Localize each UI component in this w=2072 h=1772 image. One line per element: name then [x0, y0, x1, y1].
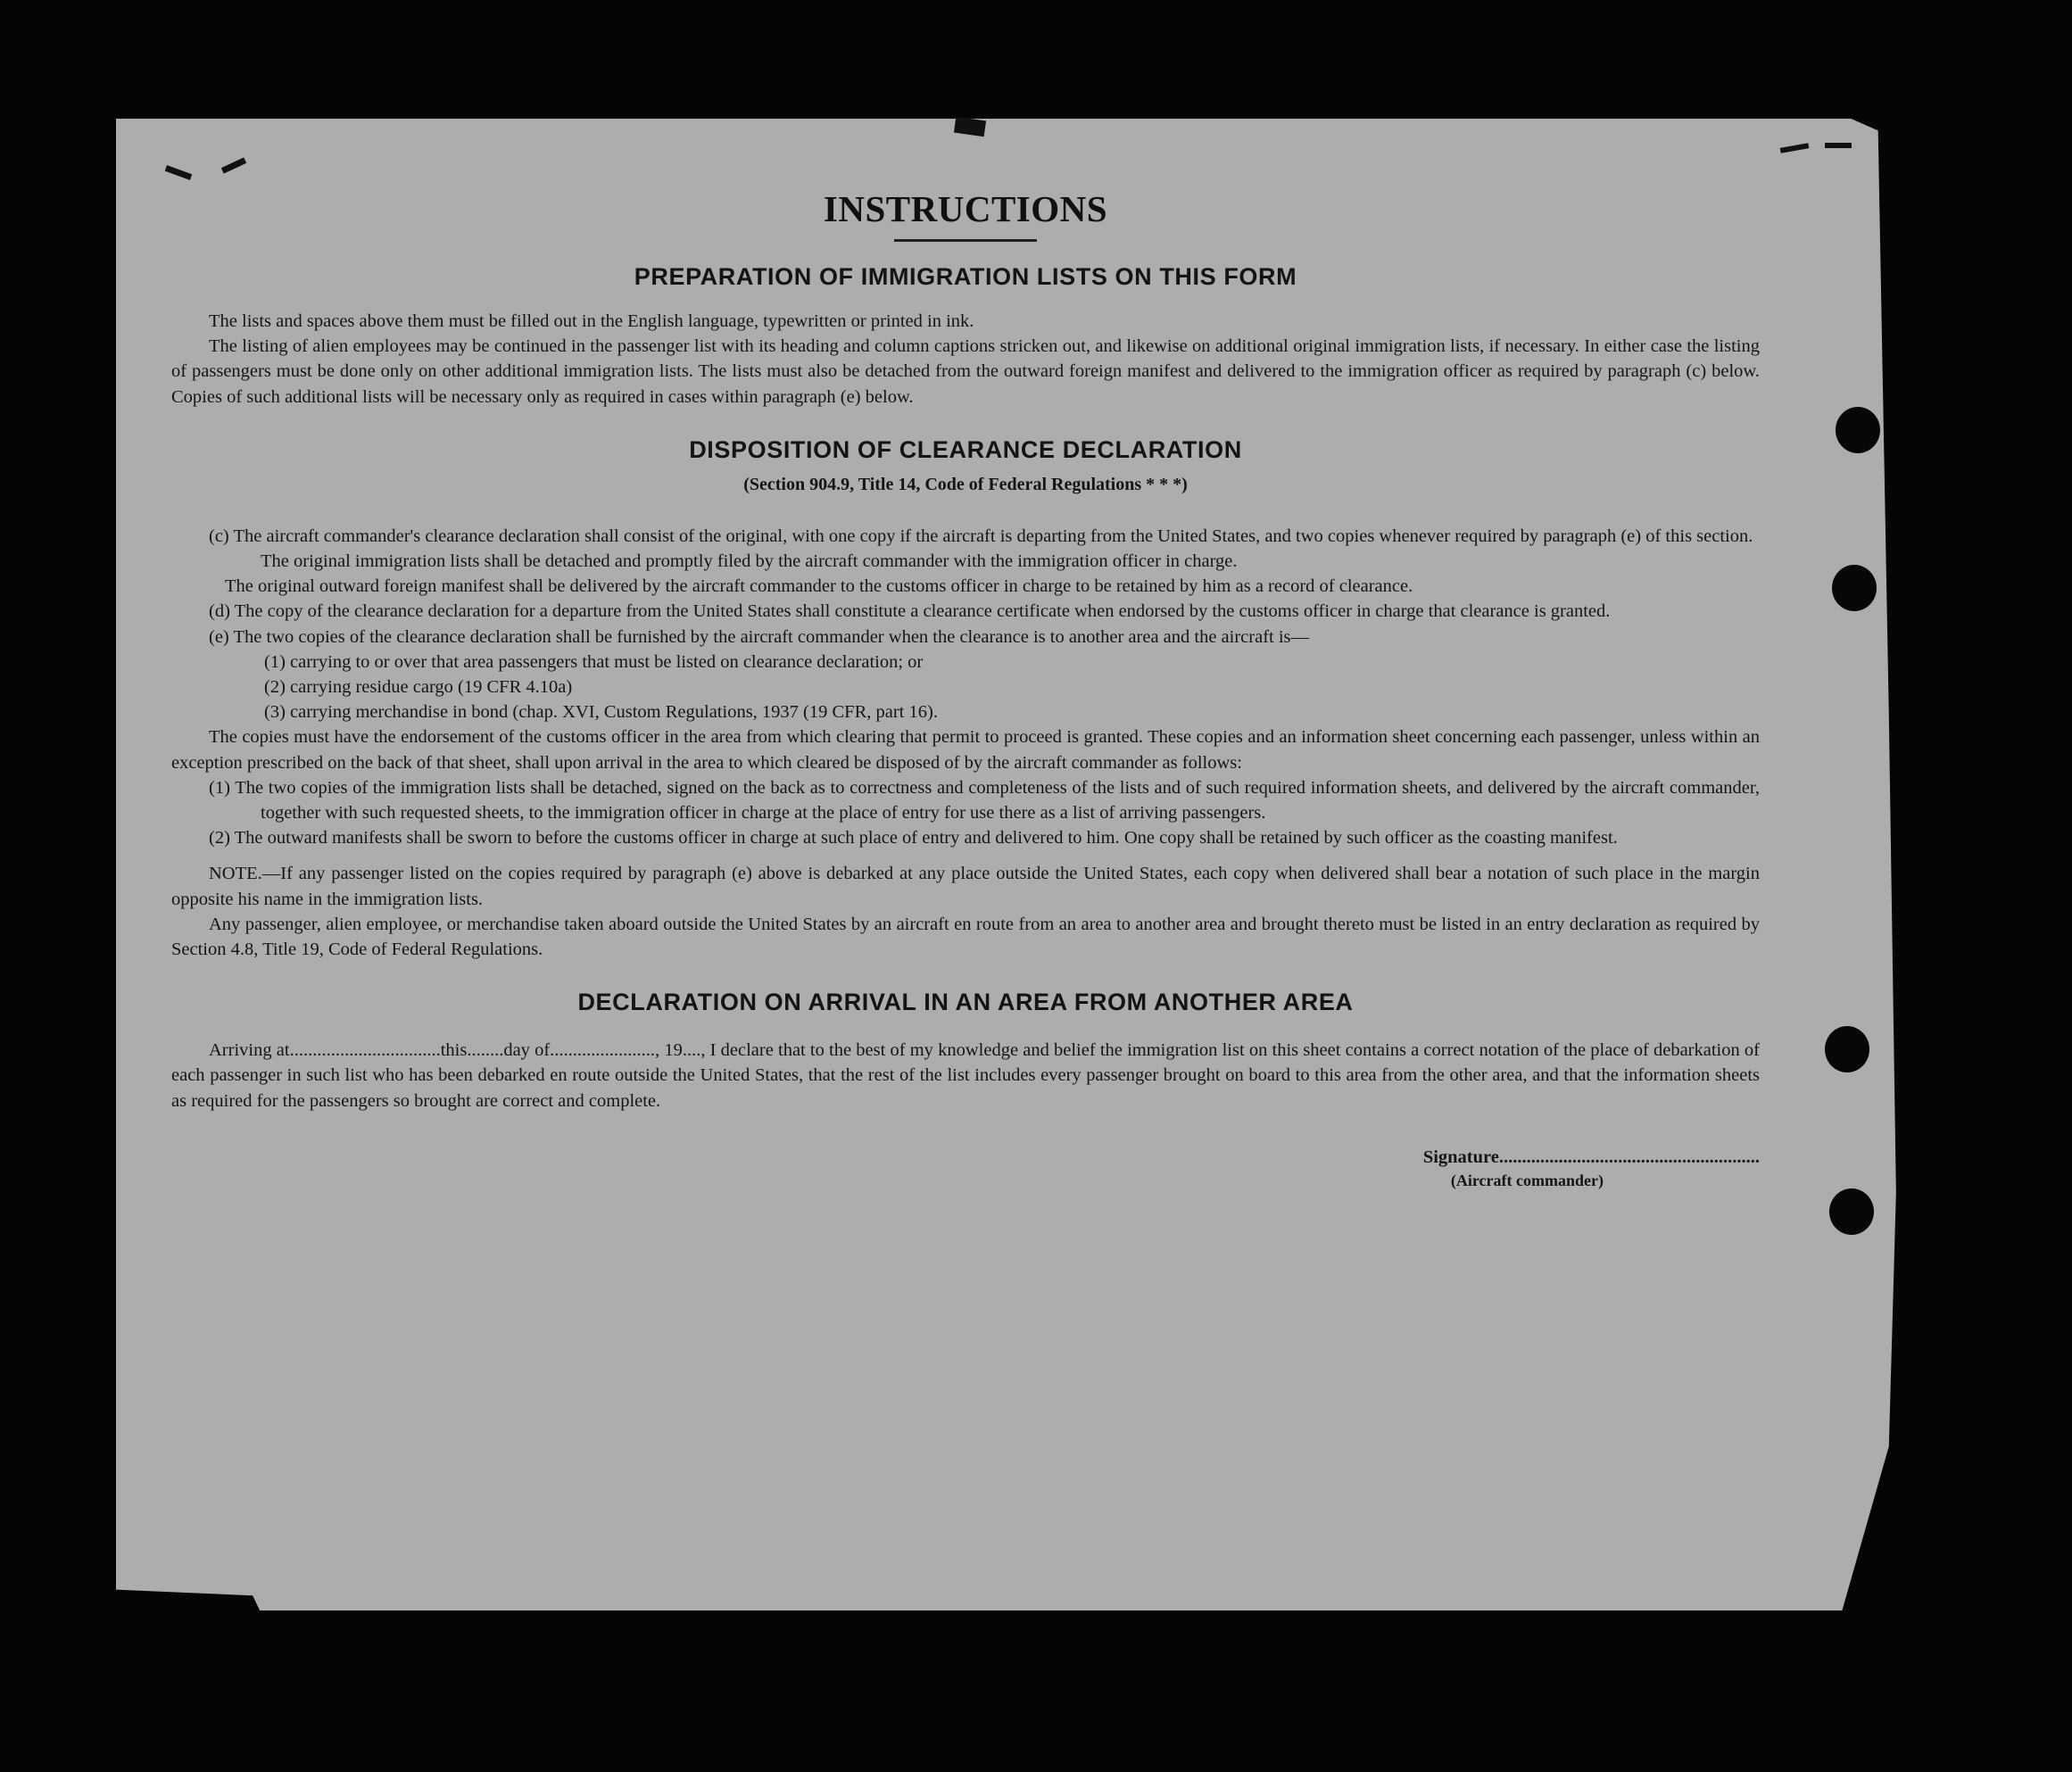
- document-content: [171, 187, 1760, 1190]
- section-heading-disposition: DISPOSITION OF CLEARANCE DECLARATION: [689, 435, 1242, 463]
- paragraph-copies: The copies must have the endorsement of the customs officer in the area from which clearing that permit to proceed is granted. These copies and an information sheet concerning each passenger, unless within an exception prescribed on the back of that sheet, shall upon arrival in the area to which cleared be disposed of by the aircraft commander as follows:: [171, 727, 1760, 773]
- punch-hole: [1832, 565, 1877, 611]
- paragraph-d: (d) The copy of the clearance declaration for a departure from the United States shall constitute a clearance certificate when endorsed by the customs officer in charge that clearance is granted.: [209, 601, 1611, 622]
- paragraph: The lists and spaces above them must be filled out in the English language, typewritten or printed in ink.: [209, 311, 974, 331]
- page-title: INSTRUCTIONS: [823, 188, 1108, 229]
- signature-caption: (Aircraft commander): [1450, 1171, 1604, 1189]
- list-item-e1: (1) carrying to or over that area passengers that must be listed on clearance declaration; or: [264, 651, 924, 672]
- paragraph: The listing of alien employees may be continued in the passenger list with its heading and column captions stricken out, and likewise on additional original immigration lists, if necessary. In either case the listing of passengers must be done only on other additional immigration lists. The lists must also be detached from the outward foreign manifest and delivered to the immigration officer as required by paragraph (c) below. Copies of such additional lists will be necessary only as required in cases within paragraph (e) below.: [171, 336, 1760, 407]
- paragraph-c1: The original immigration lists shall be detached and promptly filed by the aircraft commander with the immigration officer in charge.: [261, 551, 1238, 572]
- signature-line: Signature.........................................................: [1422, 1147, 1760, 1167]
- punch-hole: [1836, 407, 1880, 453]
- punch-hole: [1825, 1026, 1869, 1072]
- title-rule: [894, 239, 1037, 242]
- section-heading-preparation: PREPARATION OF IMMIGRATION LISTS ON THIS FORM: [634, 263, 1297, 290]
- paragraph-any: Any passenger, alien employee, or merchandise taken aboard outside the United States by an aircraft en route from an area to another area and brought thereto must be listed in an entry declaration as required by Section 4.8, Title 19, Code of Federal Regulations.: [171, 914, 1760, 960]
- section-subheading: (Section 904.9, Title 14, Code of Federal Regulations * * *): [743, 474, 1188, 494]
- list-item-f2: (2) The outward manifests shall be sworn to before the customs officer in charge at such place of entry and delivered to him. One copy shall be retained by such officer as the coasting manifest.: [209, 828, 1618, 849]
- list-item-e2: (2) carrying residue cargo (19 CFR 4.10a): [264, 677, 573, 698]
- paragraph-c2: The original outward foreign manifest shall be delivered by the aircraft commander to the customs officer in charge to be retained by him as a record of clearance.: [225, 576, 1413, 597]
- paragraph-c: (c) The aircraft commander's clearance declaration shall consist of the original, with one copy if the aircraft is departing from the United States, and two copies whenever required by paragraph (e) of this section.: [209, 526, 1753, 546]
- list-item-e3: (3) carrying merchandise in bond (chap. XVI, Custom Regulations, 1937 (19 CFR, part 16).: [264, 702, 938, 723]
- note-paragraph: NOTE.—If any passenger listed on the copies required by paragraph (e) above is debarked at any place outside the United States, each copy when delivered shall bear a notation of such place in the margin opposite his name in the immigration lists.: [171, 864, 1760, 909]
- section-heading-declaration: DECLARATION ON ARRIVAL IN AN AREA FROM ANOTHER AREA: [577, 989, 1354, 1016]
- list-item-f1: (1) The two copies of the immigration lists shall be detached, signed on the back as to correctness and completeness of the lists and of such required information sheets, and delivered by the aircraft commander, together with such requested sheets, to the immigration officer in charge at the place of entry for use there as a list of arriving passengers.: [209, 777, 1760, 824]
- declaration-paragraph: Arriving at.................................this........day of......................., 19...., I declare that to the best of my knowledge and belief the immigration list on this sheet contains a correct notation of the place of debarkation of each passenger in such list who has been debarked en route outside the United States, that the rest of the list includes every passenger brought on board to this area from the other area, and that the information sheets as required for the passengers so brought are correct and complete.: [171, 1040, 1760, 1111]
- punch-hole: [1829, 1188, 1874, 1235]
- staple-mark: [1825, 143, 1852, 148]
- paragraph-e: (e) The two copies of the clearance declaration shall be furnished by the aircraft commander when the clearance is to another area and the aircraft is—: [209, 626, 1310, 647]
